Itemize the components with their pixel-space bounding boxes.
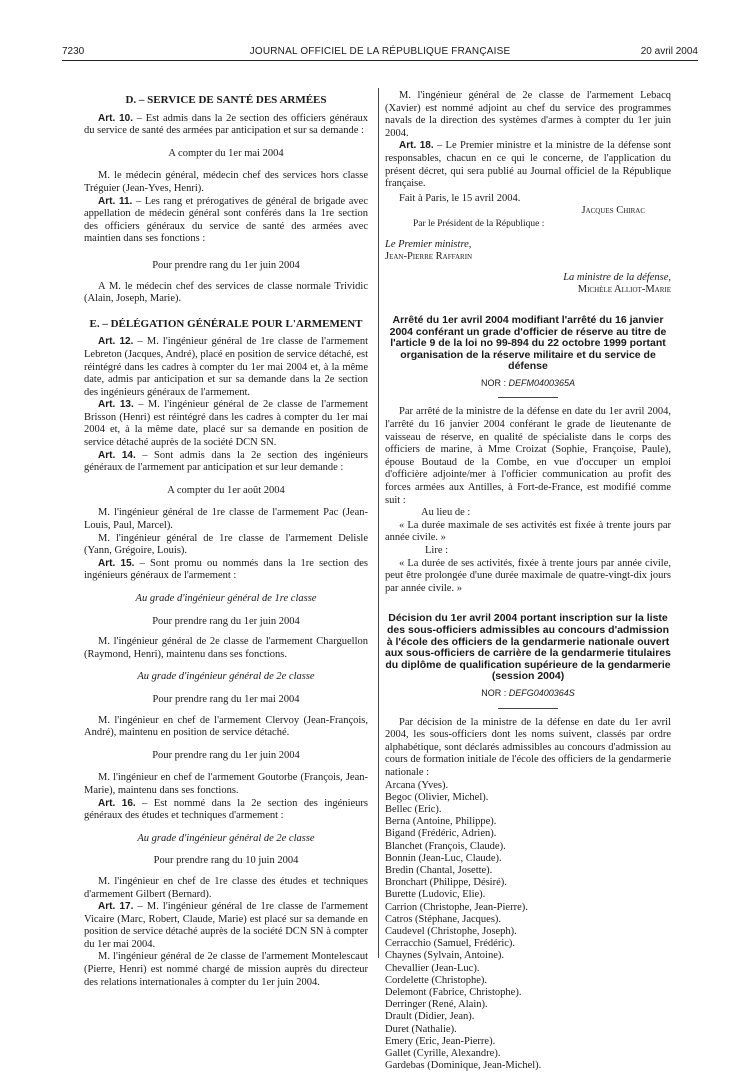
page-number: 7230 — [62, 46, 84, 57]
article-label: Art. 17. — [98, 901, 133, 912]
effective-date: Pour prendre rang du 1er juin 2004 — [84, 750, 368, 763]
paragraph: Par arrêté de la ministre de la défense en date du 1er avril 2004, l'arrêté du 16 janvier 2004 conférant le grade de lieutenante de vaisseau de réserve, en qualité de spécialiste dans le corps des officiers de marine, à Mme Croizat (Sophie, Françoise, Paule), épouse Boutaud de la Combe, en vue d'occuper un emploi d'officière adjointe/mer à l'officier communication au profit des forces armées aux Antilles, à Fort-de-France, est modifié comme suit : — [385, 406, 671, 507]
section-heading: D. – SERVICE DE SANTÉ DES ARMÉES — [84, 94, 368, 107]
nor-label: NOR : — [481, 378, 509, 388]
grade-heading: Au grade d'ingénieur général de 1re classe — [84, 593, 368, 606]
list-item: Emery (Eric, Jean-Pierre). — [385, 1036, 671, 1048]
grade-heading: Au grade d'ingénieur général de 2e classe — [84, 833, 368, 846]
article-text: – Est nommé dans la 2e section des ingénieurs généraux des études et techniques d'armement : — [84, 798, 368, 822]
quote: « La durée maximale de ses activités est fixée à trente jours par année civile. » — [385, 520, 671, 545]
list-item: Cerracchio (Samuel, Frédéric). — [385, 938, 671, 950]
nor-label: NOR : — [481, 688, 509, 698]
list-item: Berna (Antoine, Philippe). — [385, 816, 671, 828]
decree-title: Arrêté du 1er avril 2004 modifiant l'arrêté du 16 janvier 2004 conférant un grade d'officier de réserve au titre de l'article 9 de la loi no 99-894 du 22 octobre 1999 portant organisation de la réserve militaire et du service de défense — [385, 315, 671, 373]
paragraph: A M. le médecin chef des services de classe normale Trividic (Alain, Joseph, Marie). — [84, 281, 368, 306]
quote: « La durée de ses activités, fixée à trente jours par année civile, peut être prolongée d'une durée maximale de quatre-vingt-dix jours par année civile. » — [385, 558, 671, 596]
article — [385, 140, 671, 190]
paragraph: M. l'ingénieur général de 2e classe de l'armement Charguellon (Raymond, Henri), maintenu dans ses fonctions. — [84, 636, 368, 661]
article — [84, 113, 368, 138]
list-item: Chaynes (Sylvain, Antoine). — [385, 950, 671, 962]
list-item: Drault (Didier, Jean). — [385, 1011, 671, 1023]
paragraph: M. le médecin général, médecin chef des services hors classe Tréguier (Jean-Yves, Henri). — [84, 170, 368, 195]
signer-name: Jacques Chirac — [385, 205, 645, 218]
list-item: Carrion (Christophe, Jean-Pierre). — [385, 902, 671, 914]
article — [84, 450, 368, 475]
signature-place-date: Fait à Paris, le 15 avril 2004. — [385, 193, 671, 206]
article — [84, 901, 368, 951]
list-item: Bonnin (Jean-Luc, Claude). — [385, 853, 671, 865]
article-text: – M. l'ingénieur général de 1re classe de l'armement Vicaire (Marc, Robert, Claude, Marie) est placé sur sa demande en position de service détaché auprès de la société DCN SN à compter du 1er mai 2004. — [84, 901, 368, 950]
list-item: Duret (Nathalie). — [385, 1024, 671, 1036]
article — [84, 196, 368, 246]
list-item: Catros (Stéphane, Jacques). — [385, 914, 671, 926]
article-label: Art. 18. — [399, 140, 434, 151]
separator-rule — [498, 397, 558, 398]
paragraph: M. l'ingénieur général de 1re classe de l'armement Delisle (Yann, Grégoire, Louis). — [84, 533, 368, 558]
section-heading: E. – DÉLÉGATION GÉNÉRALE POUR L'ARMEMENT — [84, 318, 368, 331]
list-item: Bronchart (Philippe, Désiré). — [385, 877, 671, 889]
admissible-names-list — [385, 780, 671, 1072]
journal-title: JOURNAL OFFICIEL DE LA RÉPUBLIQUE FRANÇAISE — [62, 46, 698, 57]
page-header — [62, 44, 698, 61]
effective-date: Pour prendre rang du 10 juin 2004 — [84, 855, 368, 868]
list-item: Gardebas (Dominique, Jean-Michel). — [385, 1060, 671, 1072]
article-text: – M. l'ingénieur général de 1re classe de l'armement Lebreton (Jacques, André), placé en position de service détaché, est réintégré dans les cadres à compter du 1er mai 2004 et, à la même date, admis par anticipation et sur sa demande dans la 2e section des ingénieurs généraux de l'armement. — [84, 336, 368, 397]
paragraph: Par décision de la ministre de la défense en date du 1er avril 2004, les sous-officiers dont les noms suivent, classés par ordre alphabétique, sont déclarés admissibles au concours d'admission au cours de formation initiale de l'école des officiers de la gendarmerie nationale : — [385, 717, 671, 780]
signature-intro: Par le Président de la République : — [385, 218, 671, 231]
article-label: Art. 15. — [98, 558, 134, 569]
paragraph: M. l'ingénieur en chef de 1re classe des études et techniques d'armement Gilbert (Bernard). — [84, 876, 368, 901]
list-item: Begoc (Olivier, Michel). — [385, 792, 671, 804]
paragraph: M. l'ingénieur général de 2e classe de l'armement Montelescaut (Pierre, Henri) est nommé chargé de mission auprès du directeur des relations internationales à compter du 1er juin 2004. — [84, 951, 368, 989]
signer-name: Michèle Alliot-Marie — [385, 284, 671, 297]
paragraph: Lire : — [385, 545, 671, 558]
effective-date: Pour prendre rang du 1er juin 2004 — [84, 260, 368, 273]
list-item: Blanchet (François, Claude). — [385, 841, 671, 853]
article-label: Art. 16. — [98, 798, 136, 809]
effective-date: A compter du 1er août 2004 — [84, 485, 368, 498]
article-label: Art. 10. — [98, 113, 133, 124]
paragraph: Au lieu de : — [385, 507, 671, 520]
article-text: – Sont promu ou nommés dans la 1re section des ingénieurs généraux de l'armement : — [84, 558, 368, 582]
effective-date: A compter du 1er mai 2004 — [84, 148, 368, 161]
list-item: Cordelette (Christophe). — [385, 975, 671, 987]
paragraph: M. l'ingénieur en chef de l'armement Clervoy (Jean-François, André), maintenu en position de service détaché. — [84, 715, 368, 740]
nor-reference — [385, 687, 671, 700]
separator-rule — [498, 708, 558, 709]
list-item: Burette (Ludovic, Elie). — [385, 889, 671, 901]
list-item: Bredin (Chantal, Josette). — [385, 865, 671, 877]
paragraph: M. l'ingénieur général de 1re classe de l'armement Pac (Jean-Louis, Paul, Marcel). — [84, 507, 368, 532]
nor-code: DEFG0400364S — [509, 688, 575, 698]
column-divider — [378, 88, 379, 958]
article-text: – M. l'ingénieur général de 2e classe de l'armement Brisson (Henri) est réintégré dans les cadres à compter du 1er mai 2004 et, à la même date, placé sur sa demande en position de service détaché auprès de la société DCN SN. — [84, 399, 368, 448]
article-text: – Le Premier ministre et la ministre de la défense sont responsables, chacun en ce qui le concerne, de l'application du présent décret, qui sera publié au Journal officiel de la République française. — [385, 140, 671, 189]
issue-date: 20 avril 2004 — [641, 46, 698, 57]
article-text: – Est admis dans la 2e section des officiers généraux du service de santé des armées par anticipation et sur sa demande : — [84, 113, 368, 137]
paragraph: M. l'ingénieur général de 2e classe de l'armement Lebacq (Xavier) est nommé adjoint au chef du service des programmes navals de la direction des systèmes d'armes à compter du 1er juin 2004. — [385, 90, 671, 140]
signer-name: Jean-Pierre Raffarin — [385, 251, 671, 264]
article — [84, 336, 368, 399]
effective-date: Pour prendre rang du 1er mai 2004 — [84, 694, 368, 707]
list-item: Bellec (Eric). — [385, 804, 671, 816]
paragraph: M. l'ingénieur en chef de l'armement Goutorbe (François, Jean-Marie), maintenu dans ses fonctions. — [84, 772, 368, 797]
article — [84, 798, 368, 823]
list-item: Chevallier (Jean-Luc). — [385, 963, 671, 975]
nor-code: DEFM0400365A — [508, 378, 575, 388]
article-text: – Sont admis dans la 2e section des ingénieurs généraux de l'armement par anticipation et sur leur demande : — [84, 450, 368, 474]
article — [84, 558, 368, 583]
list-item: Bigand (Frédéric, Adrien). — [385, 828, 671, 840]
signer-title: Le Premier ministre, — [385, 239, 671, 252]
nor-reference — [385, 377, 671, 390]
list-item: Arcana (Yves). — [385, 780, 671, 792]
list-item: Derringer (René, Alain). — [385, 999, 671, 1011]
article-label: Art. 13. — [98, 399, 134, 410]
article-label: Art. 14. — [98, 450, 136, 461]
article — [84, 399, 368, 449]
article-label: Art. 12. — [98, 336, 133, 347]
article-text: – Les rang et prérogatives de général de brigade avec appellation de médecin général sont conférés dans la 1re section des officiers généraux du service de santé des armées avec maintien dans ses fonctions : — [84, 196, 368, 245]
article-label: Art. 11. — [98, 196, 132, 207]
list-item: Caudevel (Christophe, Joseph). — [385, 926, 671, 938]
signer-title: La ministre de la défense, — [385, 272, 671, 285]
effective-date: Pour prendre rang du 1er juin 2004 — [84, 616, 368, 629]
grade-heading: Au grade d'ingénieur général de 2e classe — [84, 671, 368, 684]
list-item: Delemont (Fabrice, Christophe). — [385, 987, 671, 999]
left-column — [84, 90, 368, 989]
list-item: Gallet (Cyrille, Alexandre). — [385, 1048, 671, 1060]
right-column — [385, 90, 671, 1072]
decree-title: Décision du 1er avril 2004 portant inscription sur la liste des sous-officiers admissibles au concours d'admission à l'école des officiers de la gendarmerie nationale ouvert aux sous-officiers de carrière de la gendarmerie titulaires du diplôme de qualification supérieure de la gendarmerie (session 2004) — [385, 613, 671, 683]
